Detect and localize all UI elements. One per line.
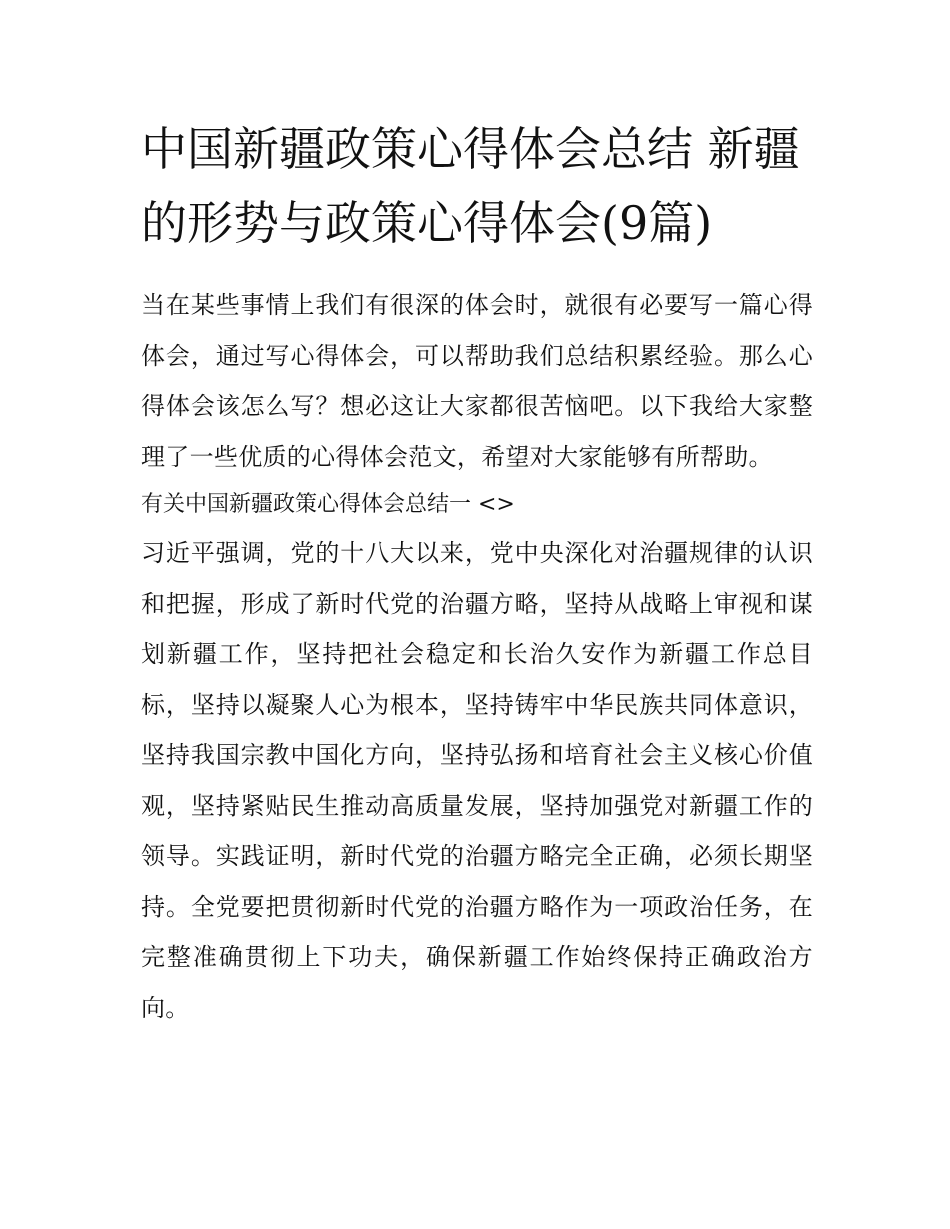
section-heading: 有关中国新疆政策心得体会总结一 <> xyxy=(141,492,515,517)
intro-paragraph: 当在某些事情上我们有很深的体会时，就很有必要写一篇心得体会，通过写心得体会，可以帮助我们总结积累经验。那么心得体会该怎么写？想必这让大家都很苦恼吧。以下我给大家整理了一些优质的心得体会范文，希望对大家能够有所帮助。 xyxy=(141,291,813,471)
body-paragraph: 习近平强调，党的十八大以来，党中央深化对治疆规律的认识和把握，形成了新时代党的治疆方略，坚持从战略上审视和谋划新疆工作，坚持把社会稳定和长治久安作为新疆工作总目标，坚持以凝聚人心为根本，坚持铸牢中华民族共同体意识，坚持我国宗教中国化方向，坚持弘扬和培育社会主义核心价值观，坚持紧贴民生推动高质量发展，坚持加强党对新疆工作的领导。实践证明，新时代党的治疆方略完全正确，必须长期坚持。全党要把贯彻新时代党的治疆方略作为一项政治任务，在完整准确贯彻上下功夫，确保新疆工作始终保持正确政治方向。 xyxy=(141,539,813,1022)
document-title: 中国新疆政策心得体会总结 新疆的形势与政策心得体会(9篇) xyxy=(141,122,800,250)
document-content xyxy=(141,112,813,1033)
